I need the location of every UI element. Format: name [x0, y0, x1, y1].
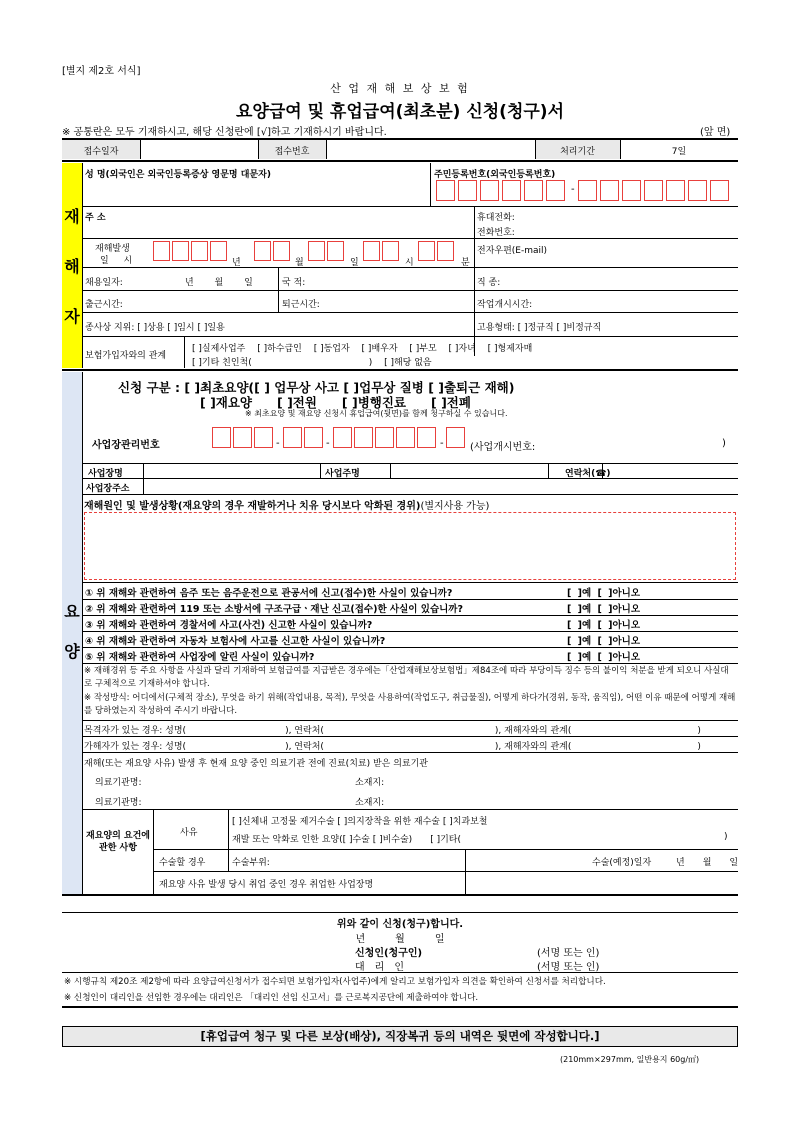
hospital-name-1-label: 의료기관명: — [95, 778, 142, 788]
processing-period-label: 처리기간 — [560, 147, 595, 157]
surgery-site-label: 수술부위: — [232, 858, 270, 868]
question-5-answer[interactable]: [ ]예 [ ]아니오 — [567, 652, 640, 663]
biz-name-label: 사업장명 — [88, 469, 123, 479]
question-2-answer[interactable]: [ ]예 [ ]아니오 — [567, 604, 640, 615]
commute-time-label: 출근시간: — [85, 300, 123, 310]
leave-time-label: 퇴근시간: — [282, 300, 320, 310]
phone-label: 전화번호: — [477, 228, 515, 238]
applicant-sign[interactable]: (서명 또는 인) — [537, 948, 600, 959]
relation-label: 보험가입자와의 관계 — [85, 351, 167, 361]
footer-note-1: ※ 시행규칙 제20조 제2항에 따라 요양급여신청서가 접수되면 보험가입자(사업주)에게 알리고 보험가입자 의견을 확인하여 신청서를 처리합니다. — [64, 977, 606, 987]
biz-open-label: (사업개시번호: — [470, 442, 536, 453]
question-4-answer[interactable]: [ ]예 [ ]아니오 — [567, 636, 640, 647]
job-type-label: 직 종: — [477, 278, 501, 288]
contact-label: 연락처(☎) — [565, 469, 611, 479]
instruction-text: ※ 공통란은 모두 기재하시고, 해당 신청란에 [√]하고 기재하시기 바랍니다. — [62, 127, 387, 138]
witness-line[interactable]: 목격자가 있는 경우: 성명( ), 연락처( ), 재해자와의 관계( ) — [84, 726, 701, 736]
prior-hospital-label: 재해(또는 재요양 사유) 발생 후 현재 요양 중인 의료기관 전에 진료(치료) 받은 의료기관 — [84, 759, 428, 769]
processing-period-value: 7일 — [671, 147, 687, 157]
care-section-label: 요 양 — [64, 601, 80, 661]
biz-no-boxes-4[interactable] — [446, 427, 465, 448]
nationality-label: 국 적: — [282, 278, 306, 288]
agent-sign[interactable]: (서명 또는 인) — [537, 962, 600, 973]
form-reference: [별지 제2호 서식] — [62, 66, 141, 77]
surgery-date-units: 년 월 일 — [676, 858, 739, 868]
surgery-label: 수술할 경우 — [159, 858, 206, 868]
biz-no-label: 사업장관리번호 — [92, 440, 160, 451]
hospital-location-1-label: 소재지: — [355, 778, 385, 788]
rrn-label: 주민등록번호(외국인등록번호) — [434, 170, 556, 180]
rrn-separator: - — [571, 184, 575, 195]
address-label: 주 소 — [85, 213, 106, 223]
hospital-location-2-label: 소재지: — [355, 798, 385, 808]
question-5: ⑤ 위 재해와 관련하여 사업장에 알린 사실이 있습니까? — [85, 652, 315, 663]
agent-label: 대 리 인 — [355, 962, 404, 973]
accident-datetime-label: 재해발생 — [95, 244, 130, 254]
form-title: 요양급여 및 휴업급여(최초분) 신청(청구)서 — [235, 102, 564, 122]
hire-date-label: 채용일자: — [85, 278, 123, 288]
victim-section-label: 재 해 자 — [64, 206, 80, 326]
work-start-label: 작업개시시간: — [477, 300, 533, 310]
reason-options-2[interactable]: 재발 또는 악화로 인한 요양([ ]수술 [ ]비수술) [ ]기타( — [232, 835, 461, 845]
biz-address-label: 사업장주소 — [86, 484, 130, 494]
rrn-front-boxes[interactable] — [436, 180, 565, 201]
biz-no-boxes-2[interactable] — [283, 427, 323, 448]
cause-text-area[interactable] — [84, 512, 736, 580]
accident-day-boxes[interactable] — [308, 241, 344, 261]
accident-year-boxes[interactable] — [153, 241, 227, 261]
mobile-label: 휴대전화: — [477, 213, 515, 223]
signature-date[interactable]: 년 월 일 — [355, 934, 445, 945]
reason-block-label: 재요양의 요건에 관한 사항 — [86, 831, 150, 853]
name-label: 성 명(외국인은 외국인등록증상 영문명 대문자) — [85, 170, 271, 180]
surgery-date-label: 수술(예정)일자 — [592, 858, 652, 868]
employment-type[interactable]: 고용형태: [ ]정규직 [ ]비정규직 — [477, 323, 602, 333]
question-2: ② 위 재해와 관련하여 119 또는 소방서에 구조구급ㆍ재난 신고(접수)한 사실이 있습니까? — [85, 604, 463, 615]
biz-no-boxes-3[interactable] — [333, 427, 436, 448]
accident-month-boxes[interactable] — [254, 241, 290, 261]
category-note: ※ 최초요양 및 재요양 신청시 휴업급여(뒷면)를 함께 청구하실 수 있습니다. — [245, 409, 508, 418]
re-care-employer-label: 재요양 사유 발생 당시 취업 중인 경우 취업한 사업장명 — [159, 880, 374, 890]
page-side-label: (앞 면) — [700, 127, 731, 138]
application-category[interactable]: 신청 구분 : [ ]최초요양([ ] 업무상 사고 [ ]업무상 질병 [ ]출퇴근 재해) — [118, 380, 515, 395]
cause-label: 재해원인 및 발생상황(재요양의 경우 재발하거나 치유 당시보다 악화된 경위)(별지사용 가능) — [84, 501, 490, 512]
bottom-banner: [휴업급여 청구 및 다른 보상(배상), 직장복귀 등의 내역은 뒷면에 작성합니다.] — [62, 1026, 738, 1047]
assailant-line[interactable]: 가해자가 있는 경우: 성명( ), 연락처( ), 재해자와의 관계( ) — [84, 742, 701, 752]
accident-minute-boxes[interactable] — [418, 241, 454, 261]
receipt-date-label: 접수일자 — [83, 147, 119, 157]
reason-options-1[interactable]: [ ]신체내 고정물 제거수술 [ ]의지장착을 위한 재수술 [ ]치과보철 — [232, 817, 488, 827]
receipt-number-label: 접수번호 — [274, 147, 310, 157]
reason-label: 사유 — [180, 828, 198, 838]
biz-no-boxes-1[interactable] — [212, 427, 273, 448]
footer-note-2: ※ 신청인이 대리인을 선임한 경우에는 대리인은 「대리인 선임 신고서」를 근로복지공단에 제출하여야 합니다. — [64, 993, 479, 1003]
application-category-2[interactable]: [ ]재요양 [ ]전원 [ ]병행진료 [ ]전폐 — [200, 395, 471, 410]
email-label: 전자우편(E-mail) — [477, 246, 548, 256]
false-claim-note: ※ 재해경위 등 주요 사항을 사실과 달리 기재하여 보험급여를 지급받은 경우에는「산업재해보상보험법」제84조에 따라 부당이득 징수 등의 불이익 처분을 받게 되오니 사실대로 구체적으로 기재하셔야 합니다. — [84, 666, 729, 689]
question-4: ④ 위 재해와 관련하여 자동차 보험사에 사고를 신고한 사실이 있습니까? — [85, 636, 386, 647]
paper-spec: (210mm×297mm, 일반용지 60g/㎡) — [560, 1055, 700, 1064]
accident-hour-boxes[interactable] — [363, 241, 399, 261]
relation-options-2[interactable]: [ ]기타 친인척( ) [ ]해당 없음 — [192, 358, 432, 368]
question-1: ① 위 재해와 관련하여 음주 또는 음주운전으로 관공서에 신고(접수)한 사실이 있습니까? — [85, 588, 453, 599]
owner-name-label: 사업주명 — [325, 469, 360, 479]
form-subtitle: 산 업 재 해 보 상 보 험 — [330, 82, 470, 95]
application-statement: 위와 같이 신청(청구)합니다. — [336, 919, 464, 930]
question-3-answer[interactable]: [ ]예 [ ]아니오 — [567, 620, 640, 631]
employment-status[interactable]: 종사상 지위: [ ]상용 [ ]임시 [ ]일용 — [85, 323, 225, 333]
writing-guide-note: ※ 작성방식: 어디에서(구체적 장소), 무엇을 하기 위해(작업내용, 목적), 무엇을 사용하여(작업도구, 취급물질), 어떻게 하다가(경위, 동작, 움직임), 어떤 이유 때문에 어떻게 재해를 당하였는지 작성하여 주시기 바랍니다. — [84, 693, 736, 716]
question-3: ③ 위 재해와 관련하여 경찰서에 사고(사건) 신고한 사실이 있습니까? — [85, 620, 373, 631]
applicant-label: 신청인(청구인) — [355, 948, 423, 959]
question-1-answer[interactable]: [ ]예 [ ]아니오 — [567, 588, 640, 599]
hospital-name-2-label: 의료기관명: — [95, 798, 142, 808]
rrn-back-boxes[interactable] — [578, 180, 729, 201]
relation-options-1[interactable]: [ ]실제사업주 [ ]하수급인 [ ]동업자 [ ]배우자 [ ]부모 [ ]자녀 [ ]형제자매 — [192, 344, 533, 354]
